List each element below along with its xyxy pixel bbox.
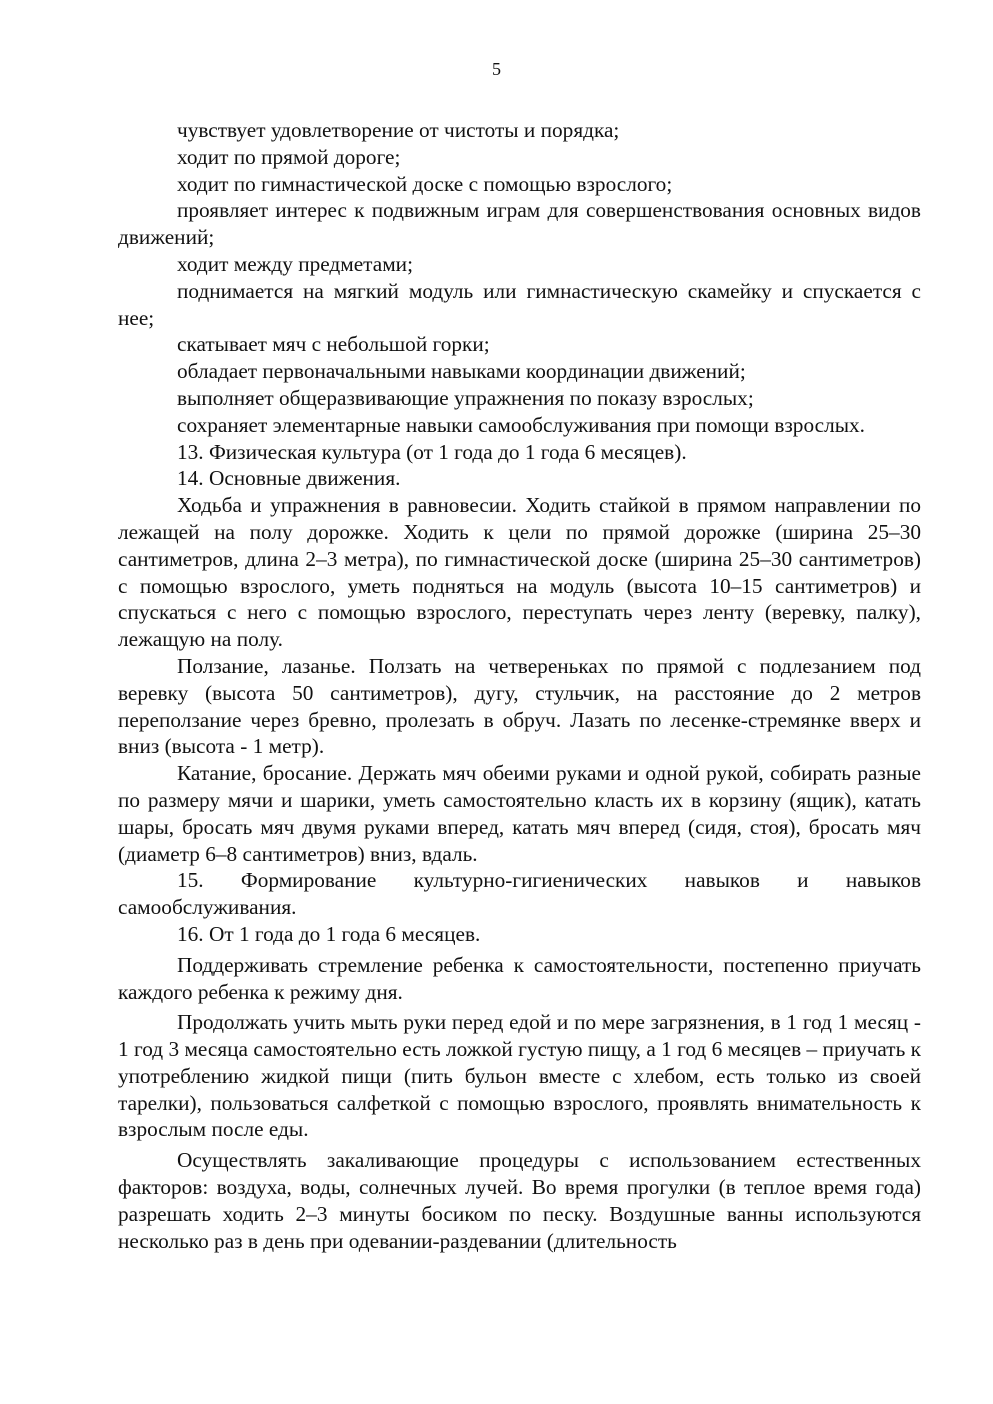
paragraph-independence: Поддерживать стремление ребенка к самостоятельности, постепенно приучать каждого ребенка к режиму дня. <box>118 952 921 1004</box>
list-item-active-games: проявляет интерес к подвижным играм для совершенствования основных видов движений; <box>118 198 921 250</box>
page-number: 5 <box>492 59 501 79</box>
list-item-coordination: обладает первоначальными навыками координации движений; <box>177 359 746 384</box>
list-item-soft-module: поднимается на мягкий модуль или гимнастическую скамейку и спускается с нее; <box>118 278 921 330</box>
section-heading-13: 13. Физическая культура (от 1 года до 1 года 6 месяцев). <box>177 439 687 464</box>
paragraph-walking-balance: Ходьба и упражнения в равновесии. Ходить стайкой в прямом направлении по лежащей на полу дорожке. Ходить к цели по прямой дорожке (ширина 25–30 сантиметров, длина 2–3 метра), по гимнастической доске (ширина 25–30 сантиметров) с помощью взрослого, уметь подняться на модуль (высота 10–15 сантиметров) и спускаться с него с помощью взрослого, переступать через ленту (веревку, палку), лежащую на полу. <box>118 493 921 652</box>
list-item-self-service: сохраняет элементарные навыки самообслуживания при помощи взрослых. <box>177 412 865 437</box>
paragraph-hygiene: Продолжать учить мыть руки перед едой и по мере загрязнения, в 1 год 1 месяц - 1 год 3 месяца самостоятельно есть ложкой густую пищу, а 1 год 6 месяцев – приучать к употреблению жидкой пищи (пить бульон вместе с хлебом, есть только из своей тарелки), пользоваться салфеткой с помощью взрослого, проявлять внимательность к взрослым после еды. <box>118 1010 921 1142</box>
list-item-gym-board: ходит по гимнастической доске с помощью взрослого; <box>177 171 673 196</box>
paragraph-hardening: Осуществлять закаливающие процедуры с использованием естественных факторов: воздуха, воды, солнечных лучей. Во время прогулки (в теплое время года) разрешать ходить 2–3 минуты босиком по песку. Воздушные ванны используются несколько раз в день при одевании-раздевании (длительность <box>118 1148 921 1253</box>
list-item-between-objects: ходит между предметами; <box>177 251 413 276</box>
paragraph-rolling-throwing: Катание, бросание. Держать мяч обеими руками и одной рукой, собирать разные по размеру мячи и шарики, уметь самостоятельно класть их в корзину (ящик), катать шары, бросать мяч двумя руками вперед, катать мяч вперед (сидя, стоя), бросать мяч (диаметр 6–8 сантиметров) вниз, вдаль. <box>118 761 921 866</box>
section-heading-16: 16. От 1 года до 1 года 6 месяцев. <box>177 921 481 946</box>
list-item-roll-ball: скатывает мяч с небольшой горки; <box>177 332 490 357</box>
section-heading-15: 15. Формирование культурно-гигиенических навыков и навыков самообслуживания. <box>118 868 921 920</box>
list-item-cleanliness: чувствует удовлетворение от чистоты и порядка; <box>177 118 620 142</box>
list-item-straight-road: ходит по прямой дороге; <box>177 144 401 169</box>
list-item-exercises: выполняет общеразвивающие упражнения по показу взрослых; <box>177 385 754 410</box>
paragraph-crawling-climbing: Ползание, лазанье. Ползать на четвереньках по прямой с подлезанием под веревку (высота 50 сантиметров), дугу, стульчик, на расстояние до 2 метров переползание через бревно, пролезать в обруч. Лазать по лесенке-стремянке вверх и вниз (высота - 1 метр). <box>118 653 921 759</box>
section-heading-14: 14. Основные движения. <box>177 466 401 491</box>
document-body <box>118 117 921 1254</box>
